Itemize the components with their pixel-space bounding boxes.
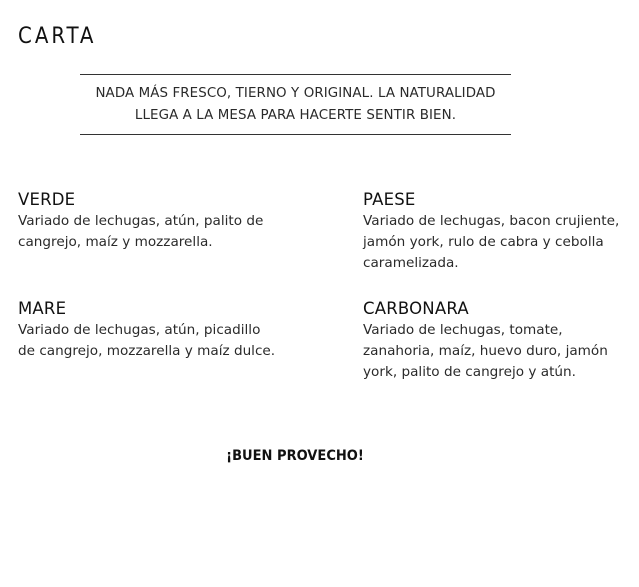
intro-banner [80,74,511,135]
dish-description-line: cangrejo, maíz y mozzarella. [18,234,213,250]
dish-description-line: york, palito de cangrejo y atún. [363,364,576,380]
dish-carbonara [363,298,633,383]
closing-message: ¡BUEN PROVECHO! [226,448,364,464]
dish-description-line: Variado de lechugas, atún, palito de [18,213,264,229]
dish-name: MARE [18,299,67,318]
dish-verde [18,189,288,253]
dish-description-line: Variado de lechugas, tomate, [363,322,563,338]
intro-line: NADA MÁS FRESCO, TIERNO Y ORIGINAL. LA NATURALIDAD [95,86,496,101]
dish-description [18,211,288,253]
dish-mare [18,298,288,362]
dish-description-line: caramelizada. [363,255,459,271]
dish-description [363,211,633,274]
dish-description-line: jamón york, rulo de cabra y cebolla [363,234,604,250]
page-title: CARTA [18,24,97,49]
dish-description-line: zanahoria, maíz, huevo duro, jamón [363,343,608,359]
dish-description-line: Variado de lechugas, atún, picadillo [18,322,261,338]
dish-description [363,320,633,383]
dish-description-line: de cangrejo, mozzarella y maíz dulce. [18,343,276,359]
dish-paese [363,189,633,274]
intro-line: LLEGA A LA MESA PARA HACERTE SENTIR BIEN. [134,108,457,123]
dish-name: PAESE [363,190,416,209]
dish-name: VERDE [18,190,76,209]
dish-description-line: Variado de lechugas, bacon crujiente, [363,213,620,229]
dish-description [18,320,288,362]
dish-name: CARBONARA [363,299,469,318]
